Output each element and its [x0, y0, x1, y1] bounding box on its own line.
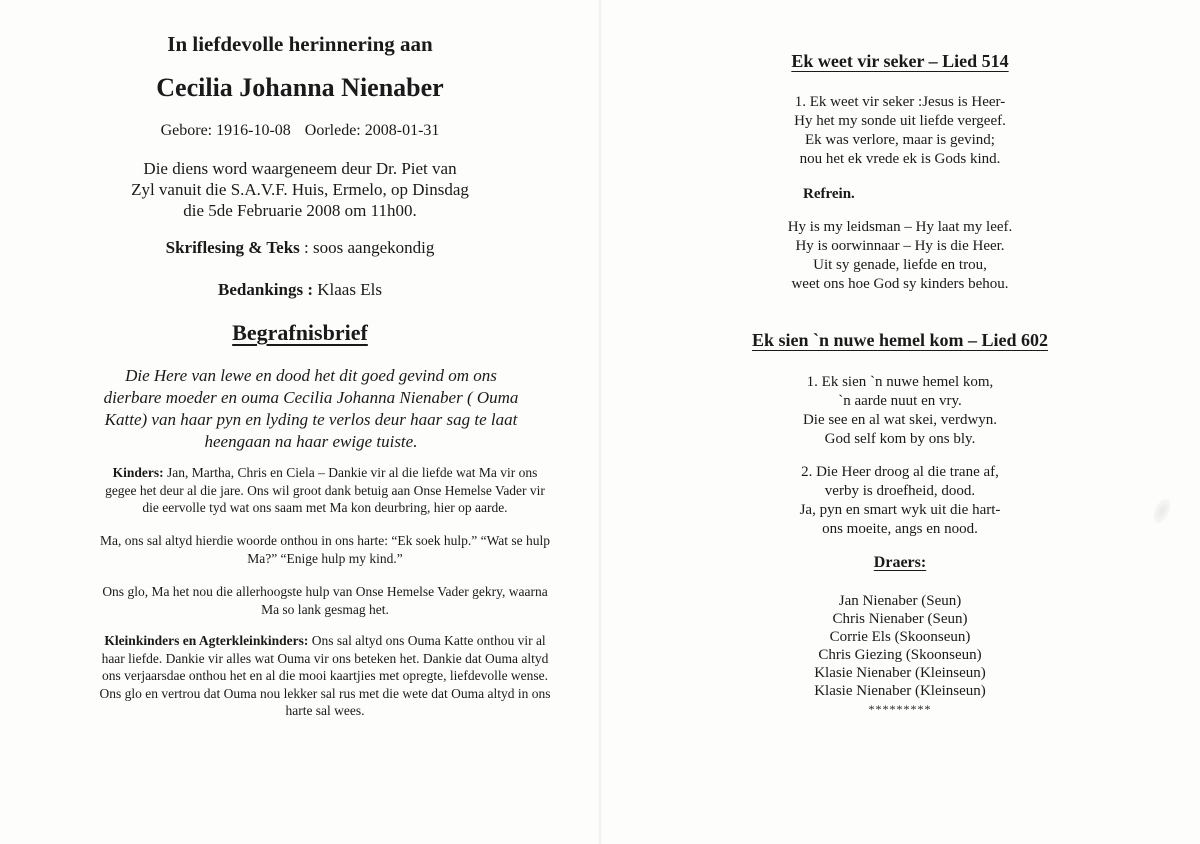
- bearers-title: Draers:: [873, 554, 927, 571]
- bearer-item: Chris Giezing (Skoonseun): [818, 647, 982, 663]
- closing-stars: *********: [868, 702, 932, 716]
- verse-line: God self kom by ons bly.: [824, 431, 976, 447]
- birth-date: Gebore: 1916-10-08: [160, 122, 291, 139]
- verse-line: `n aarde nuut en vry.: [838, 393, 962, 409]
- verse-line: Hy is oorwinnaar – Hy is die Heer.: [795, 238, 1005, 254]
- service-details: Die diens word waargeneem deur Dr. Piet van Zyl vanuit die S.A.V.F. Huis, Ermelo, op Dinsdag die 5de Februarie 2008 om 11h00.: [131, 159, 469, 220]
- acknowledgements: [0, 280, 600, 300]
- grandchildren-label: Kleinkinders en Agterkleinkinders:: [104, 633, 309, 648]
- refrain-label: Refrein.: [803, 186, 855, 202]
- funeral-letter-intro: Die Here van lewe en dood het dit goed gevind om ons dierbare moeder en ouma Cecilia Johanna Nienaber ( Ouma Katte) van haar pyn en lyding te verlos deur haar sag te laat heengaan na haar ewige tuiste.: [103, 366, 519, 451]
- right-page: [600, 0, 1200, 844]
- verse-line: Uit sy genade, liefde en trou,: [813, 257, 987, 273]
- scripture-reading: [0, 238, 600, 258]
- children-text: Jan, Martha, Chris en Ciela – Dankie vir al die liefde wat Ma vir ons gegee het deur al die jare. Ons wil groot dank betuig aan Onse Hemelse Vader vir die eervolle tyd wat ons saam met Ma kon deurbring, hier op aarde.: [105, 465, 545, 515]
- verse-line: 2. Die Heer droog al die trane af,: [801, 464, 999, 480]
- hymn-514-verse: [600, 93, 1200, 169]
- verse-line: Hy is my leidsman – Hy laat my leef.: [787, 219, 1013, 235]
- hymn-602-title: Ek sien `n nuwe hemel kom – Lied 602: [751, 330, 1049, 350]
- verse-line: Hy het my sonde uit liefde vergeef.: [794, 113, 1006, 129]
- memorial-intro: In liefdevolle herinnering aan: [167, 32, 433, 56]
- death-date: Oorlede: 2008-01-31: [304, 122, 440, 139]
- bearer-item: Chris Nienaber (Seun): [832, 611, 968, 627]
- bearer-item: Klasie Nienaber (Kleinseun): [814, 665, 986, 681]
- words-paragraph: Ma, ons sal altyd hierdie woorde onthou in ons harte: “Ek soek hulp.” “Wat se hulp Ma?” “Enige hulp my kind.”: [100, 533, 550, 566]
- reading-value: : soos aangekondig: [304, 238, 435, 257]
- thanks-value: Klaas Els: [317, 280, 382, 299]
- grandchildren-text: Ons sal altyd ons Ouma Katte onthou vir al haar liefde. Dankie vir alles wat Ouma vir ons beteken het. Dankie dat Ouma altyd ons verjaarsdae onthou het en al die mooi kaartjies met opregte, liefdevolle wense. Ons glo en vertrou dat Ouma nou lekker sal rus met die wete dat Ouma altyd in ons harte sal wees.: [99, 633, 551, 718]
- refrain: [600, 218, 1200, 294]
- bearer-item: Corrie Els (Skoonseun): [829, 629, 971, 645]
- verse-line: 1. Ek weet vir seker :Jesus is Heer-: [794, 94, 1006, 110]
- bearers-list: [600, 592, 1200, 700]
- bearer-item: Klasie Nienaber (Kleinseun): [814, 683, 986, 699]
- verse-line: verby is droefheid, dood.: [824, 483, 976, 499]
- funeral-letter-title: Begrafnisbrief: [232, 320, 368, 345]
- reading-label: Skriflesing & Teks: [165, 238, 300, 257]
- verse-line: ons moeite, angs en nood.: [822, 521, 978, 537]
- bearer-item: Jan Nienaber (Seun): [838, 593, 962, 609]
- verse-line: weet ons hoe God sy kinders behou.: [791, 276, 1009, 292]
- belief-paragraph: Ons glo, Ma het nou die allerhoogste hulp van Onse Hemelse Vader gekry, waarna Ma so lank gesmag het.: [102, 584, 548, 617]
- children-paragraph: [96, 464, 554, 517]
- deceased-name: Cecilia Johanna Nienaber: [156, 73, 444, 102]
- verse-line: Ek was verlore, maar is gevind;: [805, 132, 995, 148]
- verse-line: Die see en al wat skei, verdwyn.: [802, 412, 998, 428]
- verse-line: Ja, pyn en smart wyk uit die hart-: [799, 502, 1001, 518]
- hymn-602-verse-1: [600, 373, 1200, 449]
- hymn-514-title: Ek weet vir seker – Lied 514: [791, 51, 1009, 71]
- verse-line: nou het ek vrede ek is Gods kind.: [799, 151, 1001, 167]
- dates: [0, 122, 600, 140]
- thanks-label: Bedankings :: [218, 280, 313, 299]
- hymn-602-verse-2: [600, 463, 1200, 539]
- children-label: Kinders:: [112, 465, 164, 480]
- grandchildren-paragraph: [96, 632, 554, 720]
- verse-line: 1. Ek sien `n nuwe hemel kom,: [806, 374, 994, 390]
